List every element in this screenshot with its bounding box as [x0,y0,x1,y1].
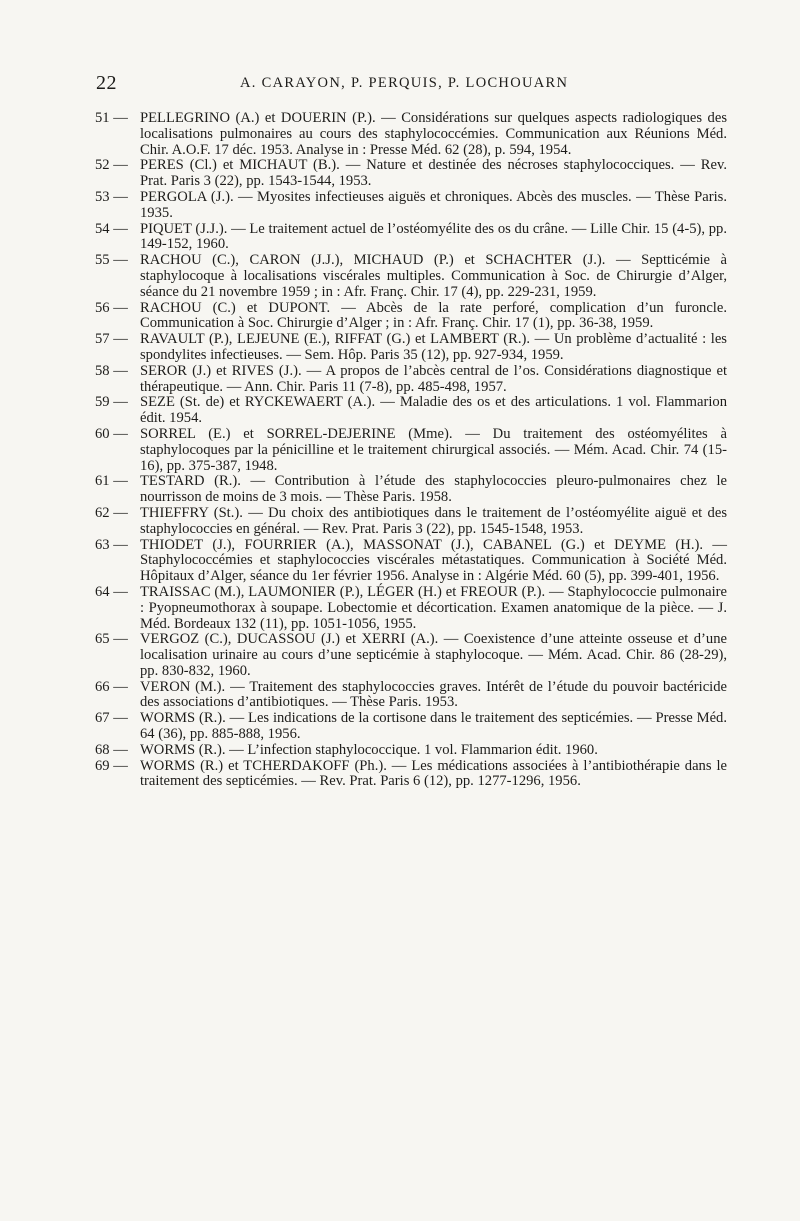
reference-text: SEZE (St. de) et RYCKEWAERT (A.). — Maladie des os et des articulations. 1 vol. Flammarion édit. 1954. [140,394,727,427]
reference-entry [95,427,727,474]
reference-text: VERGOZ (C.), DUCASSOU (J.) et XERRI (A.). — Coexistence d’une atteinte osseuse et d’une localisation urinaire au cours d’une septicémie à staphylocoque. — Mém. Acad. Chir. 86 (28-29), pp. 830-832, 1960. [140,631,727,679]
reference-number: 58 — [95,362,128,379]
reference-number: 51 — [95,110,128,126]
reference-list [95,111,727,790]
reference-number: 53 — [95,188,128,205]
running-head: A. CARAYON, P. PERQUIS, P. LOCHOUARN [240,75,569,91]
page-number: 22 [96,72,117,94]
reference-number: 56 — [95,299,128,316]
reference-text: RACHOU (C.) et DUPONT. — Abcès de la rate perforé, complication d’un furoncle. Communication à Soc. Chirurgie d’Alger ; in : Afr. Franç. Chir. 17 (1), pp. 36-38, 1959. [140,299,727,332]
reference-text: TESTARD (R.). — Contribution à l’étude des staphylococcies pleuro-pulmonaires chez le nourrisson de moins de 3 mois. — Thèse Paris. 1958. [140,473,727,506]
reference-entry [95,743,727,759]
reference-number: 64 — [95,583,128,600]
reference-text: RAVAULT (P.), LEJEUNE (E.), RIFFAT (G.) et LAMBERT (R.). — Un problème d’actualité : les spondylites infectieuses. — Sem. Hôp. Paris 35 (12), pp. 927-934, 1959. [140,331,727,363]
reference-text: SEROR (J.) et RIVES (J.). — A propos de l’abcès central de l’os. Considérations diagnostique et thérapeutique. — Ann. Chir. Paris 11 (7-8), pp. 485-498, 1957. [140,362,727,395]
reference-entry [95,395,727,427]
reference-text: WORMS (R.) et TCHERDAKOFF (Ph.). — Les médications associées à l’antibiothérapie dans le traitement des septicémies. — Rev. Prat. Paris 6 (12), pp. 1277-1296, 1956. [140,757,727,790]
reference-text: PERES (Cl.) et MICHAUT (B.). — Nature et destinée des nécroses staphylococciques. — Rev. Prat. Paris 3 (22), pp. 1543-1544, 1953. [140,157,727,190]
reference-number: 65 — [95,631,128,648]
reference-entry [95,759,727,791]
reference-entry [95,332,727,364]
reference-entry [95,680,727,712]
reference-number: 59 — [95,394,128,411]
reference-entry [95,474,727,506]
reference-entry [95,222,727,254]
reference-text: PERGOLA (J.). — Myosites infectieuses aiguës et chroniques. Abcès des muscles. — Thèse Paris. 1935. [140,188,727,221]
reference-entry [95,538,727,585]
reference-number: 67 — [95,710,128,727]
reference-number: 55 — [95,252,128,269]
reference-number: 66 — [95,678,128,695]
reference-entry [95,364,727,396]
reference-entry [95,585,727,632]
reference-number: 52 — [95,157,128,174]
reference-number: 63 — [95,536,128,553]
reference-entry [95,190,727,222]
reference-entry [95,158,727,190]
reference-text: PELLEGRINO (A.) et DOUERIN (P.). — Considérations sur quelques aspects radiologiques des localisations pulmonaires au cours des staphylococcémies. Communication aux Réunions Méd. Chir. A.O.F. 17 déc. 1953. Analyse in : Presse Méd. 62 (28), p. 594, 1954. [140,110,727,158]
reference-text: TRAISSAC (M.), LAUMONIER (P.), LÉGER (H.) et FREOUR (P.). — Staphylococcie pulmonaire : Pyopneumothorax à soupape. Lobectomie et décortication. Examen anatomique de la pièce. — J. Méd. Bordeaux 132 (11), pp. 1051-1056, 1955. [140,583,727,632]
reference-entry [95,711,727,743]
reference-text: RACHOU (C.), CARON (J.J.), MICHAUD (P.) et SCHACHTER (J.). — Septticémie à staphylocoque à localisations viscérales multiples. Communication à Soc. de Chirurgie d’Alger, séance du 21 novembre 1959 ; in : Afr. Franç. Chir. 17 (4), pp. 229-231, 1959. [140,252,727,300]
reference-text: THIEFFRY (St.). — Du choix des antibiotiques dans le traitement de l’ostéomyélite aiguë et des staphylococcies en général. — Rev. Prat. Paris 3 (22), pp. 1545-1548, 1953. [140,504,727,537]
reference-text: SORREL (E.) et SORREL-DEJERINE (Mme). — Du traitement des ostéomyélites à staphylocoques par la pénicilline et le traitement chirurgical associés. — Mém. Acad. Chir. 74 (15-16), pp. 375-387, 1948. [140,425,727,474]
reference-number: 62 — [95,504,128,521]
reference-entry [95,111,727,158]
reference-text: WORMS (R.). — Les indications de la cortisone dans le traitement des septicémies. — Presse Méd. 64 (36), pp. 885-888, 1956. [140,710,727,743]
reference-text: VERON (M.). — Traitement des staphylococcies graves. Intérêt de l’étude du pouvoir bactéricide des associations d’antibiotiques. — Thèse Paris. 1953. [140,678,727,711]
reference-number: 57 — [95,331,128,348]
reference-text: PIQUET (J.J.). — Le traitement actuel de l’ostéomyélite des os du crâne. — Lille Chir. 15 (4-5), pp. 149-152, 1960. [140,220,727,253]
reference-entry [95,301,727,333]
reference-number: 54 — [95,220,128,237]
reference-number: 68 — [95,741,128,758]
reference-number: 61 — [95,473,128,490]
reference-number: 60 — [95,425,128,442]
reference-entry [95,506,727,538]
reference-entry [95,632,727,679]
reference-text: WORMS (R.). — L’infection staphylococcique. 1 vol. Flammarion édit. 1960. [140,741,598,758]
reference-number: 69 — [95,757,128,774]
reference-text: THIODET (J.), FOURRIER (A.), MASSONAT (J.), CABANEL (G.) et DEYME (H.). — Staphylococcémies et staphylococcies viscérales métastatiques. Communication à Société Méd. Hôpitaux d’Alger, séance du 1er février 1956. Analyse in : Algérie Méd. 60 (5), pp. 399-401, 1956. [140,536,727,585]
reference-entry [95,253,727,300]
